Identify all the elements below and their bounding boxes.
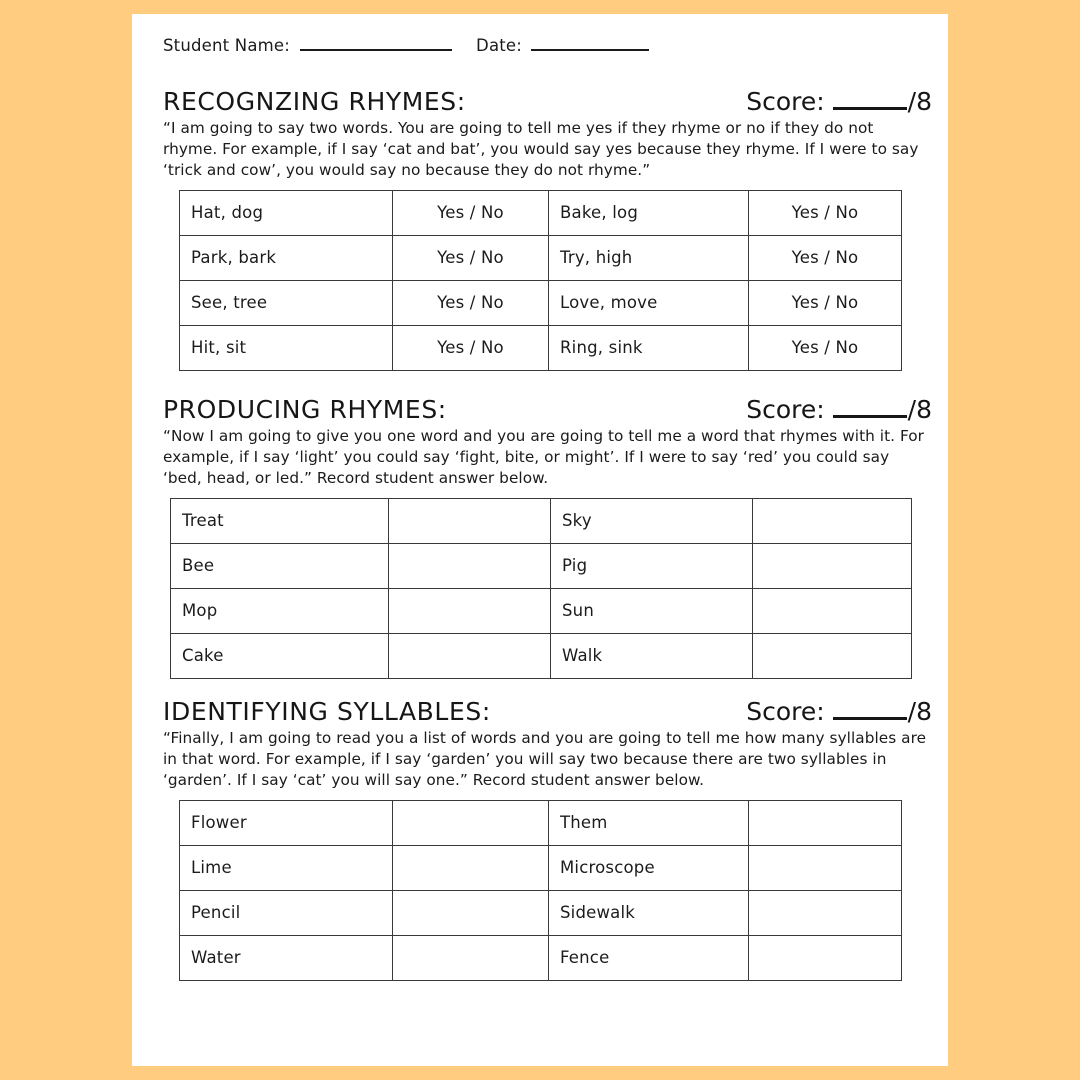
answer-cell[interactable]: Yes / No (393, 235, 549, 280)
section-header (163, 395, 932, 424)
rhyme-recognition-table (179, 190, 902, 371)
table-row (180, 280, 902, 325)
score-input[interactable] (833, 107, 907, 110)
answer-cell[interactable] (393, 845, 549, 890)
answer-cell[interactable] (749, 845, 902, 890)
table-row (180, 935, 902, 980)
answer-cell[interactable] (753, 588, 912, 633)
answer-cell[interactable]: Yes / No (749, 190, 902, 235)
word-pair-cell: Love, move (549, 280, 749, 325)
answer-cell[interactable] (749, 800, 902, 845)
score-field (746, 87, 932, 116)
prompt-word-cell: Cake (171, 633, 389, 678)
section-instructions: “I am going to say two words. You are going to tell me yes if they rhyme or no if they do not rhyme. For example, if I say ‘cat and bat’, you would say yes because they rhyme. If I were to say ‘trick and cow’, you would say no because they do not rhyme.” (163, 119, 919, 179)
date-input[interactable] (531, 49, 649, 51)
answer-cell[interactable]: Yes / No (393, 325, 549, 370)
prompt-word-cell: Sun (551, 588, 753, 633)
prompt-word-cell: Pencil (180, 890, 393, 935)
section-instructions: “Now I am going to give you one word and you are going to tell me a word that rhymes with it. For example, if I say ‘light’ you could say ‘fight, bite, or might’. If I were to say ‘red’ you could say ‘bed, head, or led.” Record student answer below. (163, 426, 924, 487)
word-pair-cell: Hat, dog (180, 190, 393, 235)
prompt-word-cell: Walk (551, 633, 753, 678)
answer-cell[interactable] (393, 890, 549, 935)
section-title: IDENTIFYING SYLLABLES: (163, 696, 491, 726)
section-title: RECOGNZING RHYMES: (163, 87, 466, 116)
worksheet-page (132, 14, 948, 1066)
table-row (180, 190, 902, 235)
section-recognizing-rhymes (163, 87, 932, 371)
student-info-row (163, 36, 932, 55)
table-row (171, 543, 912, 588)
answer-cell[interactable] (749, 935, 902, 980)
answer-cell[interactable] (389, 498, 551, 543)
table-row (171, 498, 912, 543)
prompt-word-cell: Treat (171, 498, 389, 543)
word-pair-cell: See, tree (180, 280, 393, 325)
table-row (180, 325, 902, 370)
prompt-word-cell: Flower (180, 800, 393, 845)
syllable-identification-table (179, 800, 902, 981)
rhyme-production-table (170, 498, 912, 679)
score-total: /8 (907, 696, 932, 726)
prompt-word-cell: Lime (180, 845, 393, 890)
score-label: Score: (746, 696, 825, 726)
answer-cell[interactable] (753, 633, 912, 678)
spacer (163, 681, 932, 697)
score-input[interactable] (833, 717, 907, 720)
table-row (180, 890, 902, 935)
section-producing-rhymes (163, 395, 932, 679)
prompt-word-cell: Pig (551, 543, 753, 588)
prompt-word-cell: Fence (549, 935, 749, 980)
score-total: /8 (907, 394, 932, 424)
word-pair-cell: Bake, log (549, 190, 749, 235)
answer-cell[interactable] (393, 935, 549, 980)
answer-cell[interactable] (389, 543, 551, 588)
answer-cell[interactable]: Yes / No (749, 235, 902, 280)
answer-cell[interactable]: Yes / No (749, 280, 902, 325)
prompt-word-cell: Them (549, 800, 749, 845)
answer-cell[interactable] (389, 633, 551, 678)
section-identifying-syllables (163, 697, 932, 981)
table-row (171, 588, 912, 633)
section-header (163, 697, 932, 726)
prompt-word-cell: Sky (551, 498, 753, 543)
answer-cell[interactable] (389, 588, 551, 633)
score-field (746, 395, 932, 424)
date-label: Date: (476, 36, 523, 55)
prompt-word-cell: Water (180, 935, 393, 980)
table-row (180, 235, 902, 280)
score-input[interactable] (833, 415, 907, 418)
answer-cell[interactable] (753, 498, 912, 543)
answer-cell[interactable] (393, 800, 549, 845)
prompt-word-cell: Bee (171, 543, 389, 588)
score-label: Score: (746, 394, 825, 424)
word-pair-cell: Hit, sit (180, 325, 393, 370)
answer-cell[interactable] (749, 890, 902, 935)
spacer (163, 373, 932, 395)
prompt-word-cell: Mop (171, 588, 389, 633)
prompt-word-cell: Sidewalk (549, 890, 749, 935)
answer-cell[interactable]: Yes / No (393, 190, 549, 235)
section-title: PRODUCING RHYMES: (163, 394, 447, 424)
worksheet-body (163, 36, 932, 983)
word-pair-cell: Park, bark (180, 235, 393, 280)
table-row (180, 800, 902, 845)
answer-cell[interactable] (753, 543, 912, 588)
section-header (163, 87, 932, 116)
student-name-label: Student Name: (163, 36, 291, 55)
answer-cell[interactable]: Yes / No (749, 325, 902, 370)
score-label: Score: (746, 87, 825, 116)
score-total: /8 (907, 87, 932, 116)
score-field (746, 697, 932, 726)
prompt-word-cell: Microscope (549, 845, 749, 890)
student-name-input[interactable] (300, 49, 452, 51)
section-instructions: “Finally, I am going to read you a list of words and you are going to tell me how many syllables are in that word. For example, if I say ‘garden’ you will say two because there are two syllables in ‘garden’. If I say ‘cat’ you will say one.” Record student answer below. (163, 728, 927, 789)
word-pair-cell: Try, high (549, 235, 749, 280)
answer-cell[interactable]: Yes / No (393, 280, 549, 325)
word-pair-cell: Ring, sink (549, 325, 749, 370)
table-row (180, 845, 902, 890)
table-row (171, 633, 912, 678)
